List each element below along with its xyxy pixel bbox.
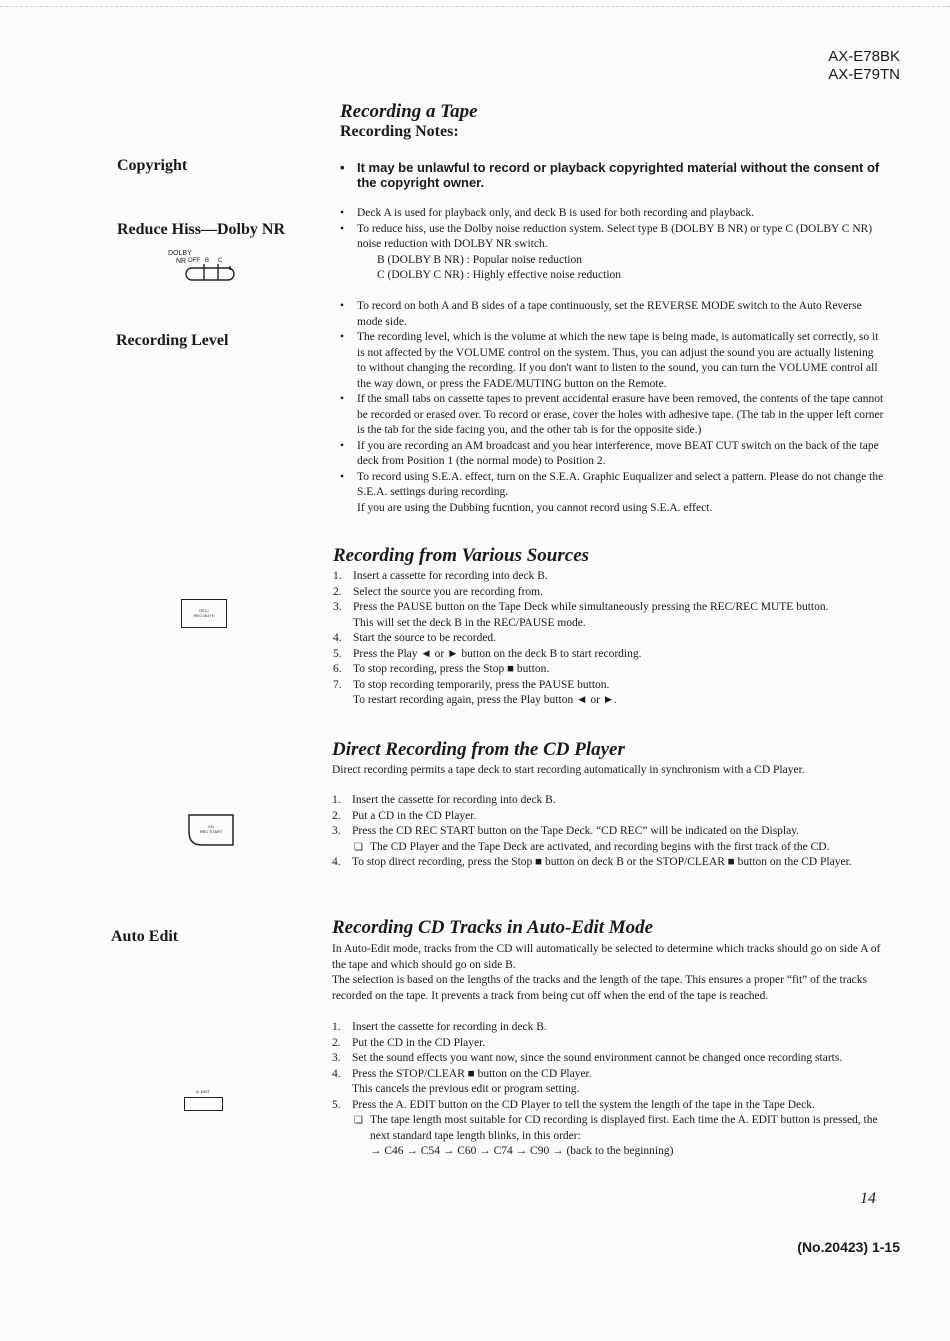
step-text: Select the source you are recording from. <box>353 585 543 598</box>
direct-cd-title: Direct Recording from the CD Player <box>332 739 625 760</box>
auto-edit-steps <box>332 1020 887 1160</box>
dolby-label: DOLBY <box>168 250 192 257</box>
step-item <box>332 1098 887 1160</box>
sidebar-auto-edit: Auto Edit <box>111 928 179 945</box>
model-numbers <box>828 48 900 84</box>
notes-list-b <box>339 299 884 516</box>
rec-mute-icon-line1: REC/ <box>199 608 209 613</box>
notes-list-a <box>339 206 884 284</box>
recording-tape-title: Recording a Tape <box>340 101 478 122</box>
model-number-2: AX-E79TN <box>828 66 900 83</box>
note-item: • To reduce hiss, use the Dolby noise reduction system. Select type B (DOLBY B NR) or type C (DOLBY C NR) noise reduction with DOLBY NR switch. <box>339 222 884 253</box>
step-text: Press the CD REC START button on the Tape Deck. “CD REC” will be indicated on the Display. <box>352 825 800 837</box>
recording-notes-subtitle: Recording Notes: <box>340 123 459 140</box>
step-item <box>332 1051 887 1067</box>
step-number: 3. <box>332 1052 341 1064</box>
step-number: 1. <box>332 1021 341 1033</box>
step-item <box>332 855 887 871</box>
auto-edit-intro <box>332 942 887 1004</box>
step-text: Press the PAUSE button on the Tape Deck while simultaneously pressing the REC/REC MUTE button. <box>353 601 829 613</box>
rec-mute-icon-line2: REC MUTE <box>193 613 215 618</box>
step-number: 3. <box>333 601 342 613</box>
dubbing-note: If you are using the Dubbing fucntion, you cannot record using S.E.A. effect. <box>357 501 713 514</box>
a-edit-icon-box <box>184 1097 223 1111</box>
cd-icon-line2: REC START <box>199 829 223 834</box>
step-text: To stop direct recording, press the Stop ■ button on deck B or the STOP/CLEAR ■ button on the CD Player. <box>352 856 852 868</box>
step-number: 1. <box>333 570 342 582</box>
dolby-nr-switch-icon <box>166 250 240 286</box>
step-item <box>332 809 887 825</box>
step-number: 3. <box>332 825 341 837</box>
dolby-b-line: B (DOLBY B NR) : Popular noise reduction <box>377 253 582 266</box>
tape-length-sequence: → C46 → C54 → C60 → C74 → C90 → (back to the beginning) <box>370 1145 674 1157</box>
note-item: • To record using S.E.A. effect, turn on the S.E.A. Graphic Euqualizer and select a pattern. Please do not change the S.E.A. settings during recording. <box>339 470 884 501</box>
nr-label: NR <box>176 258 187 265</box>
sidebar-copyright: Copyright <box>117 157 188 174</box>
step-text: Insert the cassette for recording into deck B. <box>352 794 556 806</box>
copyright-warning <box>339 160 884 190</box>
step-text: Set the sound effects you want now, since the sound environment cannot be changed once recording starts. <box>352 1052 843 1064</box>
page-number: 14 <box>860 1190 876 1207</box>
step-number: 2. <box>333 585 342 598</box>
step-text: Insert the cassette for recording in deck B. <box>352 1021 547 1033</box>
step-number: 5. <box>332 1098 341 1111</box>
step-note: ❏ The tape length most suitable for CD recording is displayed first. Each time the A. EDIT button is pressed, the next standard tape length blinks, in this order: <box>352 1113 887 1144</box>
step-number: 1. <box>332 794 341 806</box>
direct-cd-steps <box>332 793 887 871</box>
step-text: Press the STOP/CLEAR ■ button on the CD Player. <box>352 1067 592 1080</box>
step-text: Start the source to be recorded. <box>353 632 497 644</box>
step-subtext: This cancels the previous edit or program setting. <box>352 1083 580 1095</box>
step-note: ❏ The CD Player and the Tape Deck are activated, and recording begins with the first track of the CD. <box>352 840 887 856</box>
step-number: 7. <box>333 678 342 691</box>
step-item <box>333 585 888 601</box>
note-item: • Deck A is used for playback only, and deck B is used for both recording and playback. <box>339 206 884 222</box>
off-label: OFF <box>188 258 200 264</box>
step-item <box>333 569 888 585</box>
step-item <box>332 1067 887 1098</box>
a-edit-button-icon <box>183 1089 223 1111</box>
step-item <box>332 824 887 855</box>
direct-cd-intro: Direct recording permits a tape deck to start recording automatically in synchronism with a CD Player. <box>332 764 805 776</box>
step-number: 4. <box>333 632 342 644</box>
step-item <box>333 662 888 678</box>
auto-edit-intro-2: The selection is based on the lengths of the tracks and the length of the tape. This ensures a proper “fit” of the tracks recorded on the tape. It prevents a track from being cut off when the end of the tape is reached. <box>332 974 868 1002</box>
step-text: Put a CD in the CD Player. <box>352 809 477 822</box>
step-text: Press the Play ◄ or ► button on the deck B to start recording. <box>353 647 642 660</box>
cd-icon-line1: CD <box>208 824 214 829</box>
step-number: 5. <box>333 647 342 660</box>
step-item <box>332 1020 887 1036</box>
b-label: B <box>205 258 210 264</box>
note-item: • If you are recording an AM broadcast and you hear interference, move BEAT CUT switch on the back of the tape deck from Position 1 (the normal mode) to Position 2. <box>339 439 884 470</box>
step-text: To stop recording temporarily, press the PAUSE button. <box>353 678 610 691</box>
step-text: Press the A. EDIT button on the CD Player to tell the system the length of the tape in the Tape Deck. <box>352 1098 815 1111</box>
a-edit-icon-label: A. EDIT <box>195 1089 210 1094</box>
note-item: • The recording level, which is the volume at which the new tape is being made, is automatically set correctly, so it is not affected by the VOLUME control on the system. Thus, you can adjust the sound you are actually listening to without changing the recording. If you don't want to listen to the sound, you can turn the VOLUME control all the way down, or press the FADE/MUTING button on the Remote. <box>339 330 884 392</box>
step-item <box>333 678 888 709</box>
step-item <box>332 793 887 809</box>
step-subtext: This will set the deck B in the REC/PAUSE mode. <box>353 616 586 629</box>
top-border <box>0 6 950 7</box>
auto-edit-intro-1: In Auto-Edit mode, tracks from the CD will automatically be selected to determine which tracks should go on side A of the tape and which should go on side B. <box>332 943 881 971</box>
various-sources-title: Recording from Various Sources <box>333 545 590 566</box>
cd-rec-start-button-icon <box>188 814 234 846</box>
step-item <box>333 647 888 663</box>
copyright-warning-text: • It may be unlawful to record or playback copyrighted material without the consent of the copyright owner. <box>339 160 884 190</box>
dolby-c-line: C (DOLBY C NR) : Highly effective noise reduction <box>377 269 622 281</box>
step-number: 2. <box>332 809 341 822</box>
rec-mute-button-icon <box>181 599 227 628</box>
step-text: To stop recording, press the Stop ■ button. <box>353 663 550 675</box>
step-item <box>333 631 888 647</box>
sidebar-recording-level: Recording Level <box>116 332 229 349</box>
step-item <box>333 600 888 631</box>
various-sources-steps <box>333 569 888 709</box>
step-text: Insert a cassette for recording into deck B. <box>353 570 548 582</box>
model-number-1: AX-E78BK <box>828 48 900 65</box>
step-subtext: To restart recording again, press the Play button ◄ or ►. <box>353 694 618 706</box>
step-number: 2. <box>332 1036 341 1049</box>
step-number: 6. <box>333 663 342 675</box>
auto-edit-title: Recording CD Tracks in Auto-Edit Mode <box>332 917 654 938</box>
note-item: • To record on both A and B sides of a tape continuously, set the REVERSE MODE switch to the Auto Reverse mode side. <box>339 299 884 330</box>
document-code: (No.20423) 1-15 <box>797 1239 900 1255</box>
sidebar-reduce-hiss: Reduce Hiss—Dolby NR <box>117 221 286 238</box>
step-number: 4. <box>332 856 341 868</box>
step-item <box>332 1036 887 1052</box>
step-number: 4. <box>332 1067 341 1080</box>
step-text: Put the CD in the CD Player. <box>352 1036 486 1049</box>
c-label: C <box>218 258 223 264</box>
note-item: • If the small tabs on cassette tapes to prevent accidental erasure have been removed, the contents of the tape cannot be recorded or erased over. To record or erase, cover the holes with adhesive tape. (The tab in the upper left corner is the tab for the side facing you, and the other tab is for the opposite side.) <box>339 392 884 439</box>
